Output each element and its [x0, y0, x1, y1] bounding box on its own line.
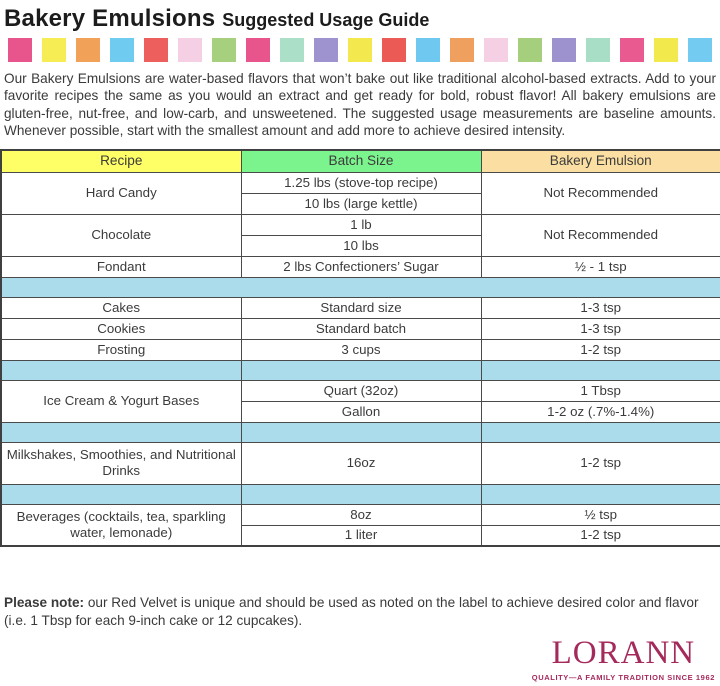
separator-cell [241, 360, 481, 380]
column-header: Bakery Emulsion [481, 150, 720, 172]
separator-row [1, 360, 720, 380]
table-cell: Cookies [1, 318, 241, 339]
separator-cell [241, 422, 481, 442]
color-swatch [620, 38, 644, 62]
color-swatch [8, 38, 32, 62]
table-row [1, 339, 720, 360]
table-cell: 10 lbs [241, 235, 481, 256]
color-swatch [212, 38, 236, 62]
table-cell: Not Recommended [481, 172, 720, 214]
table-cell: Standard size [241, 297, 481, 318]
color-swatch [382, 38, 406, 62]
table-cell: 1-2 tsp [481, 525, 720, 546]
note-label: Please note: [4, 595, 85, 611]
color-swatch [518, 38, 542, 62]
separator-row [1, 484, 720, 504]
table-cell: Fondant [1, 256, 241, 277]
color-swatch [280, 38, 304, 62]
table-row [1, 256, 720, 277]
color-swatch [178, 38, 202, 62]
table-cell: 1-3 tsp [481, 318, 720, 339]
color-swatch [586, 38, 610, 62]
separator-cell [481, 422, 720, 442]
bottom-note [4, 594, 714, 629]
table-cell: Milkshakes, Smoothies, and Nutritional Drinks [1, 442, 241, 484]
table-cell: ½ tsp [481, 504, 720, 525]
column-header: Recipe [1, 150, 241, 172]
table-row [1, 442, 720, 484]
page-subtitle: Suggested Usage Guide [222, 10, 430, 30]
table-cell: 1-2 oz (.7%-1.4%) [481, 401, 720, 422]
table-cell: Not Recommended [481, 214, 720, 256]
table-cell: Standard batch [241, 318, 481, 339]
table-row [1, 318, 720, 339]
color-swatch [416, 38, 440, 62]
color-swatch [110, 38, 134, 62]
color-swatch [654, 38, 678, 62]
color-swatch [348, 38, 372, 62]
table-cell: 2 lbs Confectioners’ Sugar [241, 256, 481, 277]
table-cell: 3 cups [241, 339, 481, 360]
table-cell: 1.25 lbs (stove-top recipe) [241, 172, 481, 193]
separator-cell [481, 484, 720, 504]
table-cell: Hard Candy [1, 172, 241, 214]
note-text: our Red Velvet is unique and should be used as noted on the label to achieve desired color and flavor (i.e. 1 Tbsp for each 9-inch cake or 12 cupcakes). [4, 595, 699, 628]
usage-table-body [1, 150, 720, 546]
table-row [1, 504, 720, 525]
separator-cell [481, 360, 720, 380]
color-swatch [246, 38, 270, 62]
color-swatch [484, 38, 508, 62]
page-title: Bakery Emulsions [4, 5, 216, 32]
page-header [0, 0, 720, 33]
table-cell: 1 liter [241, 525, 481, 546]
table-cell: 1-2 tsp [481, 442, 720, 484]
table-header-row [1, 150, 720, 172]
intro-paragraph: Our Bakery Emulsions are water-based flavors that won’t bake out like traditional alcohol-based extracts. Add to your favorite recipes the same as you would an extract and get ready for bold, robust flavor! All bakery emulsions are gluten-free, nut-free, and low-carb, and unsweetened. The suggested usage measurements are baseline amounts. Whenever possible, start with the smallest amount and add more to achieve desired intensity. [4, 71, 716, 138]
table-cell: 1-2 tsp [481, 339, 720, 360]
table-cell: 1 Tbsp [481, 380, 720, 401]
logo-tagline: QUALITY—A FAMILY TRADITION SINCE 1962 [531, 673, 715, 682]
table-cell: 10 lbs (large kettle) [241, 193, 481, 214]
table-row [1, 380, 720, 401]
separator-row [1, 277, 720, 297]
separator-cell [241, 484, 481, 504]
table-cell: 8oz [241, 504, 481, 525]
table-cell: Ice Cream & Yogurt Bases [1, 380, 241, 422]
table-cell: 1 lb [241, 214, 481, 235]
separator-cell [1, 360, 241, 380]
color-swatch [552, 38, 576, 62]
brand-logo [532, 637, 715, 682]
separator-cell [1, 484, 241, 504]
column-header: Batch Size [241, 150, 481, 172]
color-swatch [42, 38, 66, 62]
table-row [1, 172, 720, 193]
table-cell: ½ - 1 tsp [481, 256, 720, 277]
table-cell: Gallon [241, 401, 481, 422]
color-swatch [450, 38, 474, 62]
table-row [1, 214, 720, 235]
color-swatch [144, 38, 168, 62]
logo-wordmark: LORANN [551, 635, 696, 671]
table-cell: Chocolate [1, 214, 241, 256]
color-swatch [314, 38, 338, 62]
separator-row [1, 422, 720, 442]
table-cell: 16oz [241, 442, 481, 484]
table-cell: Beverages (cocktails, tea, sparkling water, lemonade) [1, 504, 241, 546]
separator-cell [1, 277, 720, 297]
color-palette-strip [0, 38, 720, 62]
table-cell: Quart (32oz) [241, 380, 481, 401]
table-cell: Frosting [1, 339, 241, 360]
color-swatch [76, 38, 100, 62]
table-cell: 1-3 tsp [481, 297, 720, 318]
color-swatch [688, 38, 712, 62]
table-row [1, 297, 720, 318]
separator-cell [1, 422, 241, 442]
table-cell: Cakes [1, 297, 241, 318]
usage-table [0, 149, 720, 547]
